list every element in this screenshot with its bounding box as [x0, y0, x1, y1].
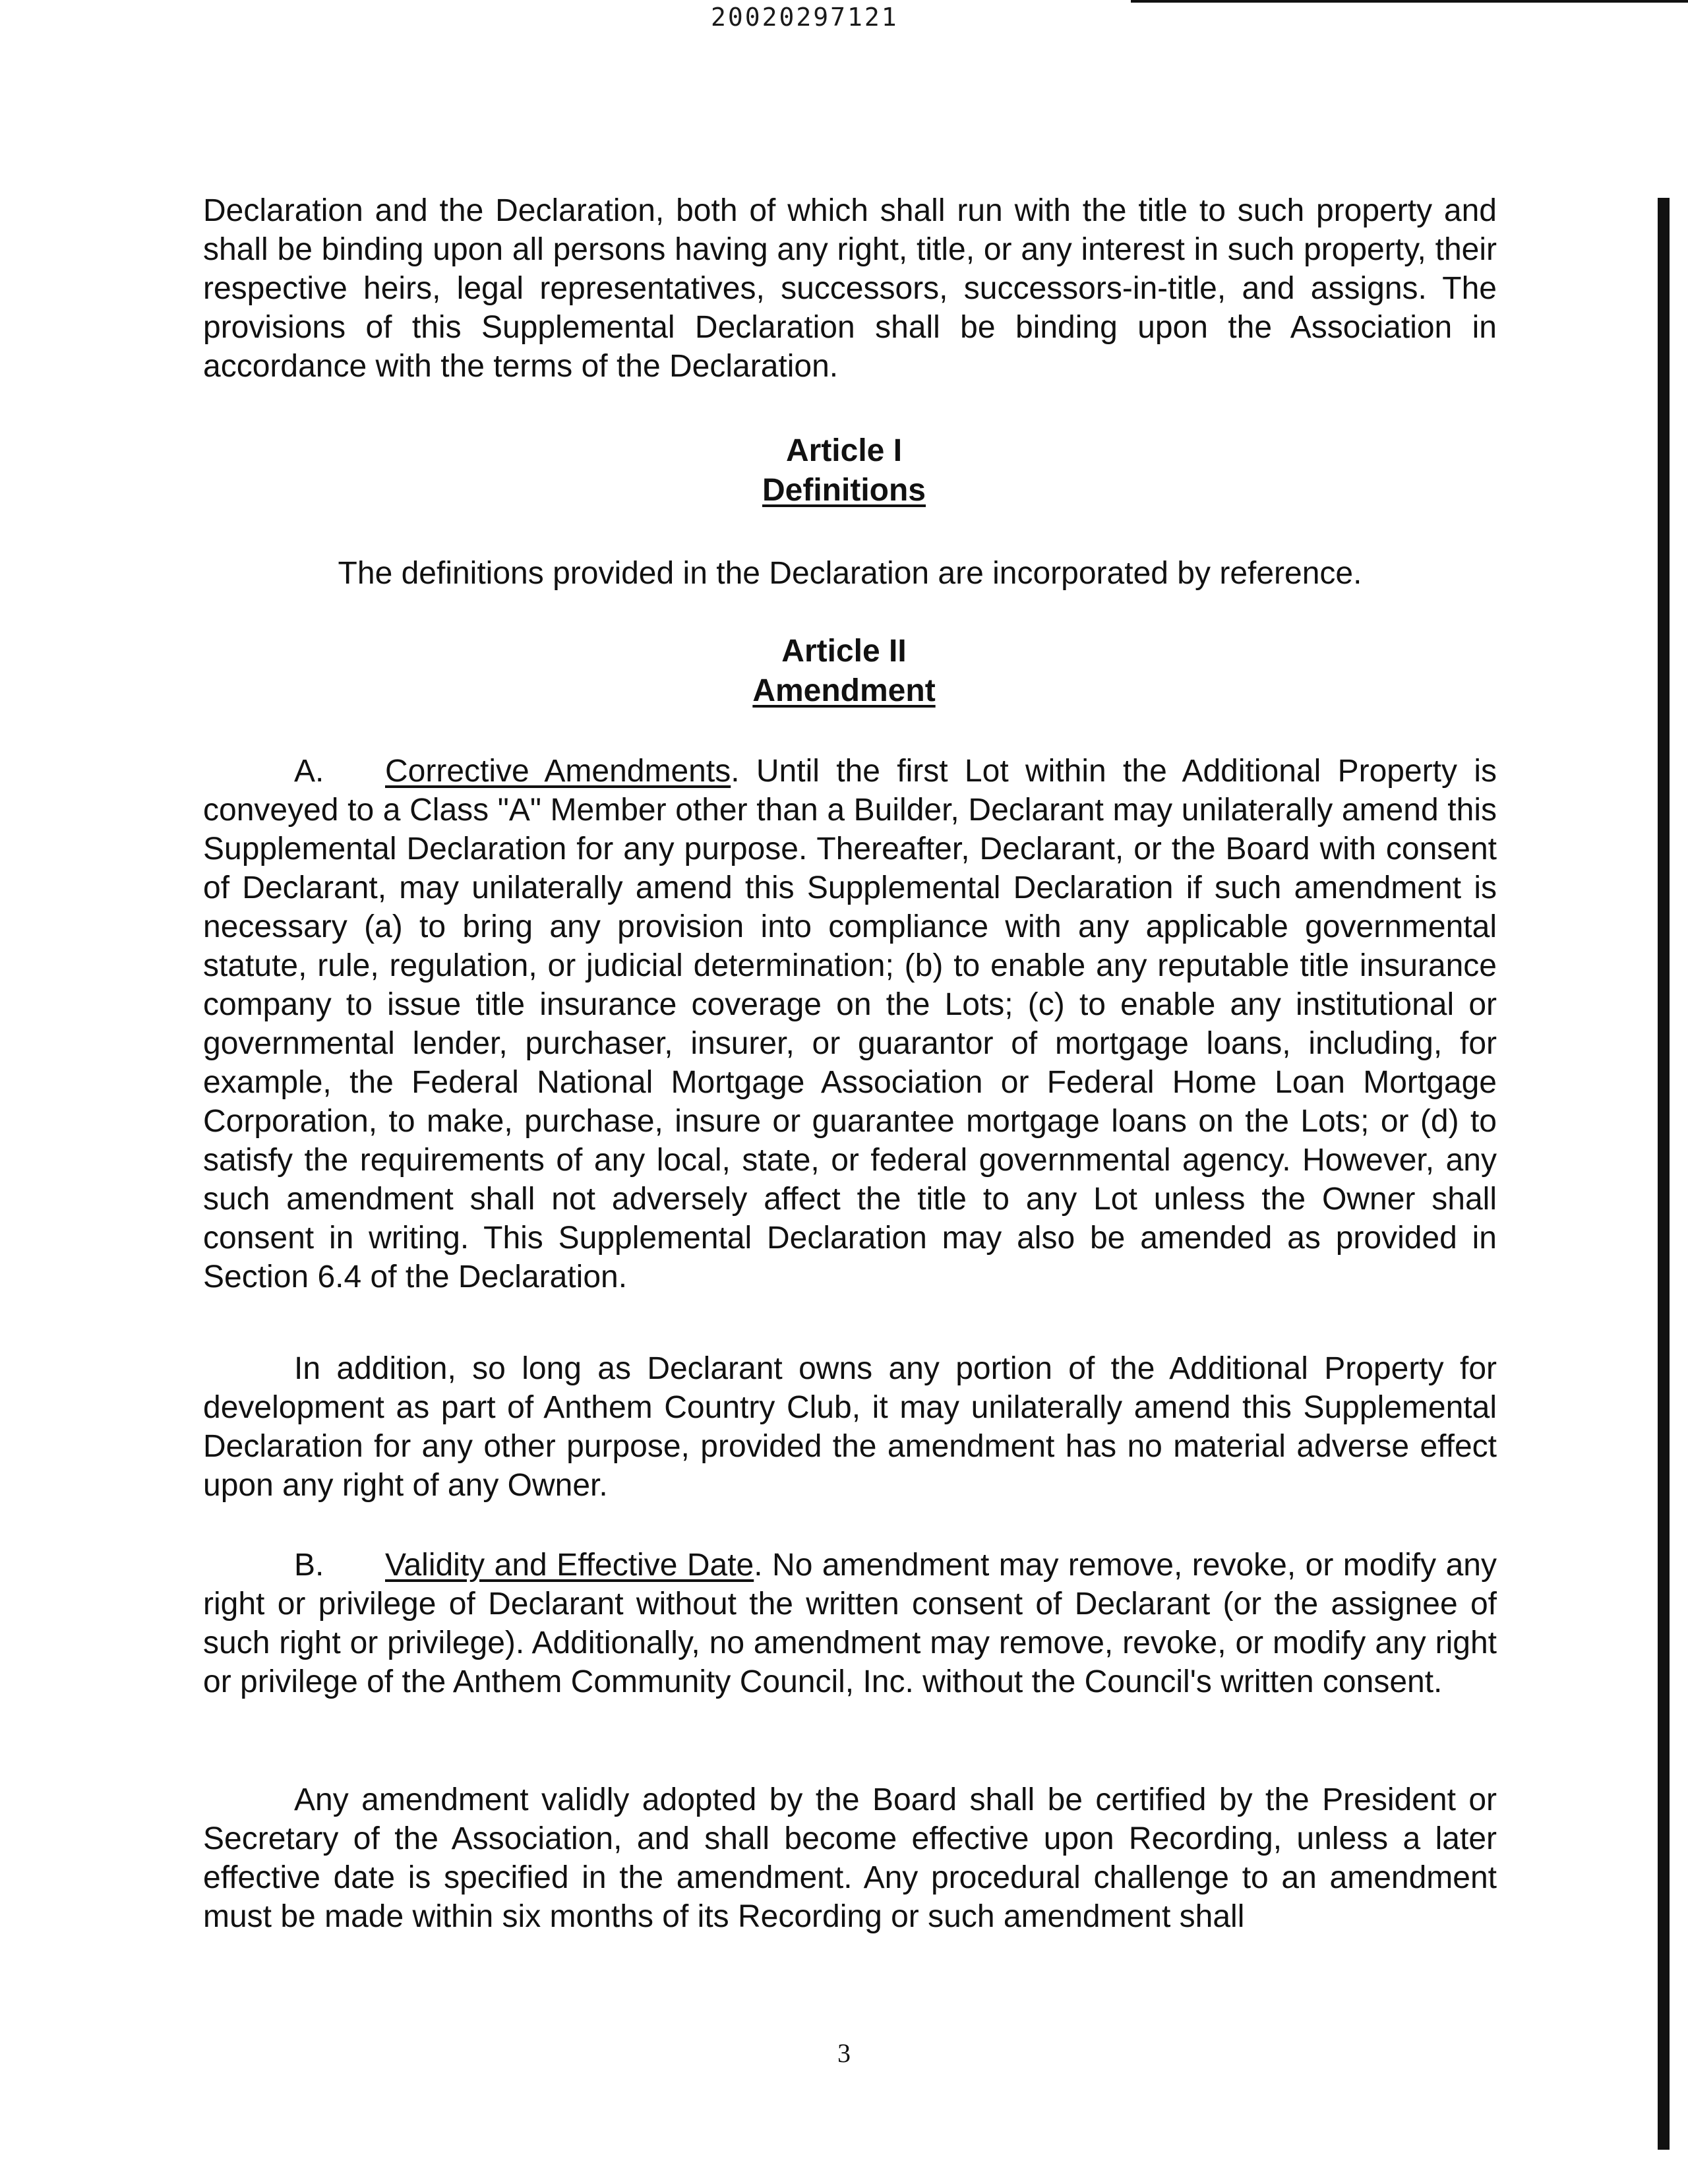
document-number: 20020297121	[711, 3, 899, 32]
section-b-paragraph	[203, 1546, 1497, 1701]
top-rule-line	[1131, 0, 1688, 3]
article-2-heading	[659, 632, 1029, 711]
section-a-text: . Until the first Lot within the Additional Property is conveyed to a Class "A" Member other than a Builder, Declarant may unilaterally amend this Supplemental Declaration for any purpose. Thereafter, Declarant, or the Board with consent of Declarant, may unilaterally amend this Supplemental Declaration if such amendment is necessary (a) to bring any provision into compliance with any applicable governmental statute, rule, regulation, or judicial determination; (b) to enable any reputable title insurance company to issue title insurance coverage on the Lots; (c) to enable any institutional or governmental lender, purchaser, insurer, or guarantor of mortgage loans, including, for example, the Federal National Mortgage Association or Federal Home Loan Mortgage Corporation, to make, purchase, insure or guarantee mortgage loans on the Lots; or (d) to satisfy the requirements of any local, state, or federal governmental agency. However, any such amendment shall not adversely affect the title to any Lot unless the Owner shall consent in writing. This Supplemental Declaration may also be amended as provided in Section 6.4 of the Declaration.	[203, 754, 1497, 1294]
page-number: 3	[837, 2038, 851, 2068]
article-1-heading	[659, 431, 1029, 510]
section-b-heading: Validity and Effective Date	[385, 1548, 754, 1583]
article-1-number: Article I	[785, 433, 903, 468]
section-a-paragraph	[203, 752, 1497, 1296]
section-b-text: . No amendment may remove, revoke, or modify any right or privilege of Declarant without the written consent of Declarant (or the assignee of such right or privilege). Additionally, no amendment may remove, revoke, or modify any right or privilege of the Anthem Community Council, Inc. without the Council's written consent.	[203, 1548, 1497, 1699]
article-2-number: Article II	[781, 634, 907, 669]
addition-paragraph: In addition, so long as Declarant owns any portion of the Additional Property for development as part of Anthem Country Club, it may unilaterally amend this Supplemental Declaration for any other purpose, provided the amendment has no material adverse effect upon any right of any Owner.	[203, 1351, 1497, 1503]
section-b-marker: B.	[294, 1548, 324, 1583]
scan-edge-bar	[1658, 198, 1670, 2150]
section-a-heading: Corrective Amendments	[385, 754, 731, 789]
intro-paragraph: Declaration and the Declaration, both of which shall run with the title to such property and shall be binding upon all persons having any right, title, or any interest in such property, their respective heirs, legal representatives, successors, successors-in-title, and assigns. The provisions of this Supplemental Declaration shall be binding upon the Association in accordance with the terms of the Declaration.	[203, 193, 1497, 384]
certified-paragraph: Any amendment validly adopted by the Board shall be certified by the President or Secretary of the Association, and shall become effective upon Recording, unless a later effective date is specified in the amendment. Any procedural challenge to an amendment must be made within six months of its Recording or such amendment shall	[203, 1782, 1497, 1934]
section-a-marker: A.	[294, 754, 324, 789]
article-1-title: Definitions	[762, 473, 926, 508]
article-2-title: Amendment	[752, 673, 936, 708]
definitions-paragraph: The definitions provided in the Declaration are incorporated by reference.	[338, 556, 1362, 591]
